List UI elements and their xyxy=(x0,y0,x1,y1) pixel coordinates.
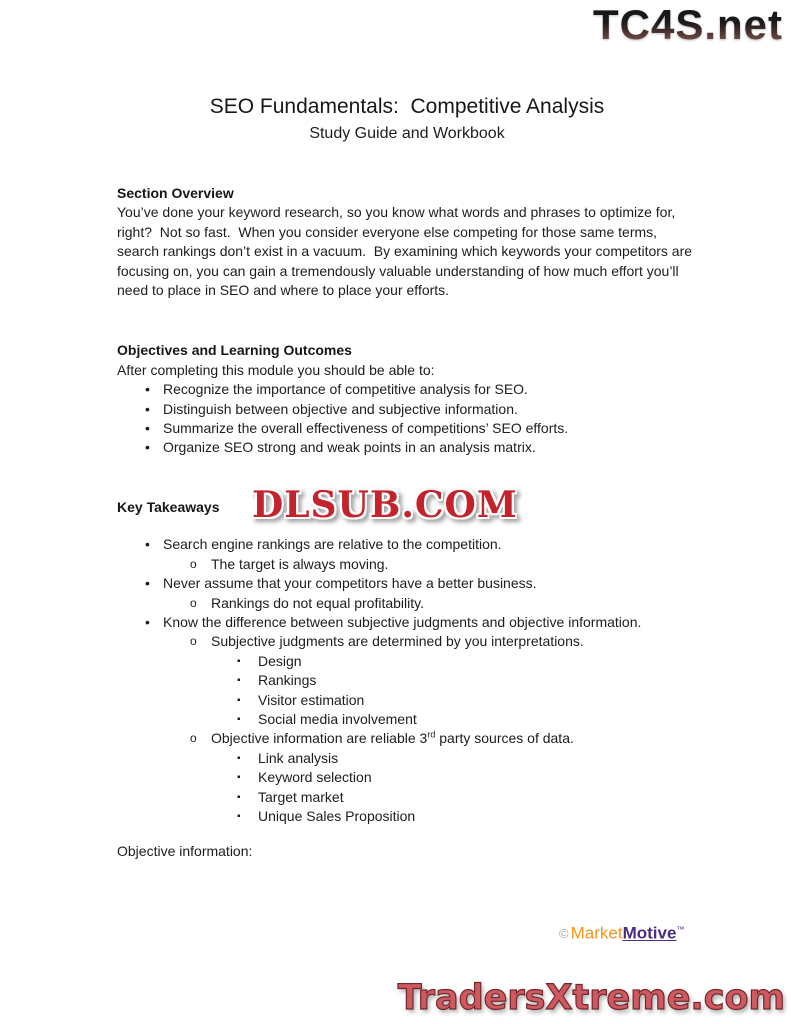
trademark-icon: ™ xyxy=(676,925,685,934)
takeaway-item xyxy=(117,613,697,632)
objective-item-text: Summarize the overall effectiveness of competitions’ SEO efforts. xyxy=(163,420,569,437)
tradersxtreme-watermark-logo: TradersXtreme.com xyxy=(397,978,785,1018)
takeaway-item-text: Social media involvement xyxy=(258,710,417,727)
objectives-list xyxy=(117,380,697,458)
objective-item-text: Recognize the importance of competitive analysis for SEO. xyxy=(163,381,528,398)
section-overview-paragraph: You’ve done your keyword research, so you know what words and phrases to optimize for, right? Not so fast. When you consider everyone else competing for those same terms, search rankings don’t exist in a vacuum. By examining which keywords your competitors are focusing on, you can gain a tremendously valuable understanding of how much effort you’ll need to place in SEO and where to place your efforts. xyxy=(117,204,696,299)
takeaway-item xyxy=(117,574,697,593)
objective-item xyxy=(117,438,697,457)
takeaway-subitem xyxy=(117,555,697,574)
takeaway-item-text: Keyword selection xyxy=(258,769,372,786)
bullet-icon: • xyxy=(145,575,150,592)
key-takeaways-heading: Key Takeaways xyxy=(117,498,220,515)
objective-item-text: Distinguish between objective and subjective information. xyxy=(163,400,518,417)
takeaway-subitem xyxy=(117,729,697,748)
takeaway-item-text: Search engine rankings are relative to the competition. xyxy=(163,536,502,553)
takeaway-item xyxy=(117,535,697,554)
takeaway-subsubitem xyxy=(117,691,697,710)
objective-item xyxy=(117,380,697,399)
circle-bullet-icon: o xyxy=(190,634,197,649)
square-bullet-icon: ▪ xyxy=(237,810,241,822)
dlsub-watermark-logo: DLSUB.COM xyxy=(252,484,518,526)
square-bullet-icon: ▪ xyxy=(237,694,241,706)
square-bullet-icon: ▪ xyxy=(237,752,241,764)
objective-information-label: Objective information: xyxy=(117,843,253,860)
takeaway-item-text: Visitor estimation xyxy=(258,691,365,708)
bullet-icon: • xyxy=(145,420,150,437)
takeaway-subitem xyxy=(117,632,697,651)
takeaway-subsubitem xyxy=(117,652,697,671)
takeaway-item-text: Rankings do not equal profitability. xyxy=(211,594,424,611)
marketmotive-market-text: Market xyxy=(570,923,623,943)
takeaway-item-text: Know the difference between subjective judgments and objective information. xyxy=(163,613,642,630)
circle-bullet-icon: o xyxy=(190,731,197,746)
takeaway-item-text xyxy=(211,729,574,748)
tc4s-watermark-logo: TC4S.net xyxy=(592,1,783,48)
bullet-icon: • xyxy=(145,400,150,417)
takeaway-subsubitem xyxy=(117,749,697,768)
marketmotive-motive-text: Motive xyxy=(622,923,677,943)
square-bullet-icon: ▪ xyxy=(237,772,241,784)
takeaway-subsubitem xyxy=(117,671,697,690)
page-title: SEO Fundamentals: Competitive Analysis xyxy=(209,95,605,118)
takeaway-subsubitem xyxy=(117,788,697,807)
square-bullet-icon: ▪ xyxy=(237,675,241,687)
takeaway-item-text: The target is always moving. xyxy=(211,555,389,572)
takeaway-subsubitem xyxy=(117,768,697,787)
objective-item xyxy=(117,400,697,419)
takeaway-item-text: Never assume that your competitors have a better business. xyxy=(163,575,537,592)
circle-bullet-icon: o xyxy=(190,556,197,571)
copyright-icon: © xyxy=(559,925,569,941)
takeaway-item-text: Target market xyxy=(258,788,344,805)
marketmotive-logo xyxy=(559,919,684,945)
square-bullet-icon: ▪ xyxy=(237,713,241,725)
takeaway-item-text: Design xyxy=(258,652,302,669)
objectives-intro: After completing this module you should be able to: xyxy=(117,361,435,378)
takeaway-item-text: Link analysis xyxy=(258,749,339,766)
takeaway-subsubitem xyxy=(117,710,697,729)
takeaway-text-after-sup: party sources of data. xyxy=(435,730,574,747)
objectives-heading: Objectives and Learning Outcomes xyxy=(117,342,352,359)
bullet-icon: • xyxy=(145,536,150,553)
bullet-icon: • xyxy=(145,439,150,456)
takeaway-item-text: Unique Sales Proposition xyxy=(258,807,416,824)
takeaway-text-before-sup: Objective information are reliable 3 xyxy=(211,730,428,747)
takeaway-item-text: Subjective judgments are determined by you interpretations. xyxy=(211,633,584,650)
page-subtitle: Study Guide and Workbook xyxy=(309,125,505,142)
objective-item-text: Organize SEO strong and weak points in an analysis matrix. xyxy=(163,439,536,456)
square-bullet-icon: ▪ xyxy=(237,655,241,667)
takeaway-subitem xyxy=(117,594,697,613)
ordinal-superscript: rd xyxy=(427,729,436,740)
takeaway-item-text: Rankings xyxy=(258,672,317,689)
key-takeaways-list xyxy=(117,535,697,826)
takeaway-subsubitem xyxy=(117,807,697,826)
square-bullet-icon: ▪ xyxy=(237,791,241,803)
circle-bullet-icon: o xyxy=(190,595,197,610)
bullet-icon: • xyxy=(145,381,150,398)
objective-item xyxy=(117,419,697,438)
document-content xyxy=(117,0,697,862)
section-overview-heading: Section Overview xyxy=(117,185,234,201)
bullet-icon: • xyxy=(145,613,150,630)
